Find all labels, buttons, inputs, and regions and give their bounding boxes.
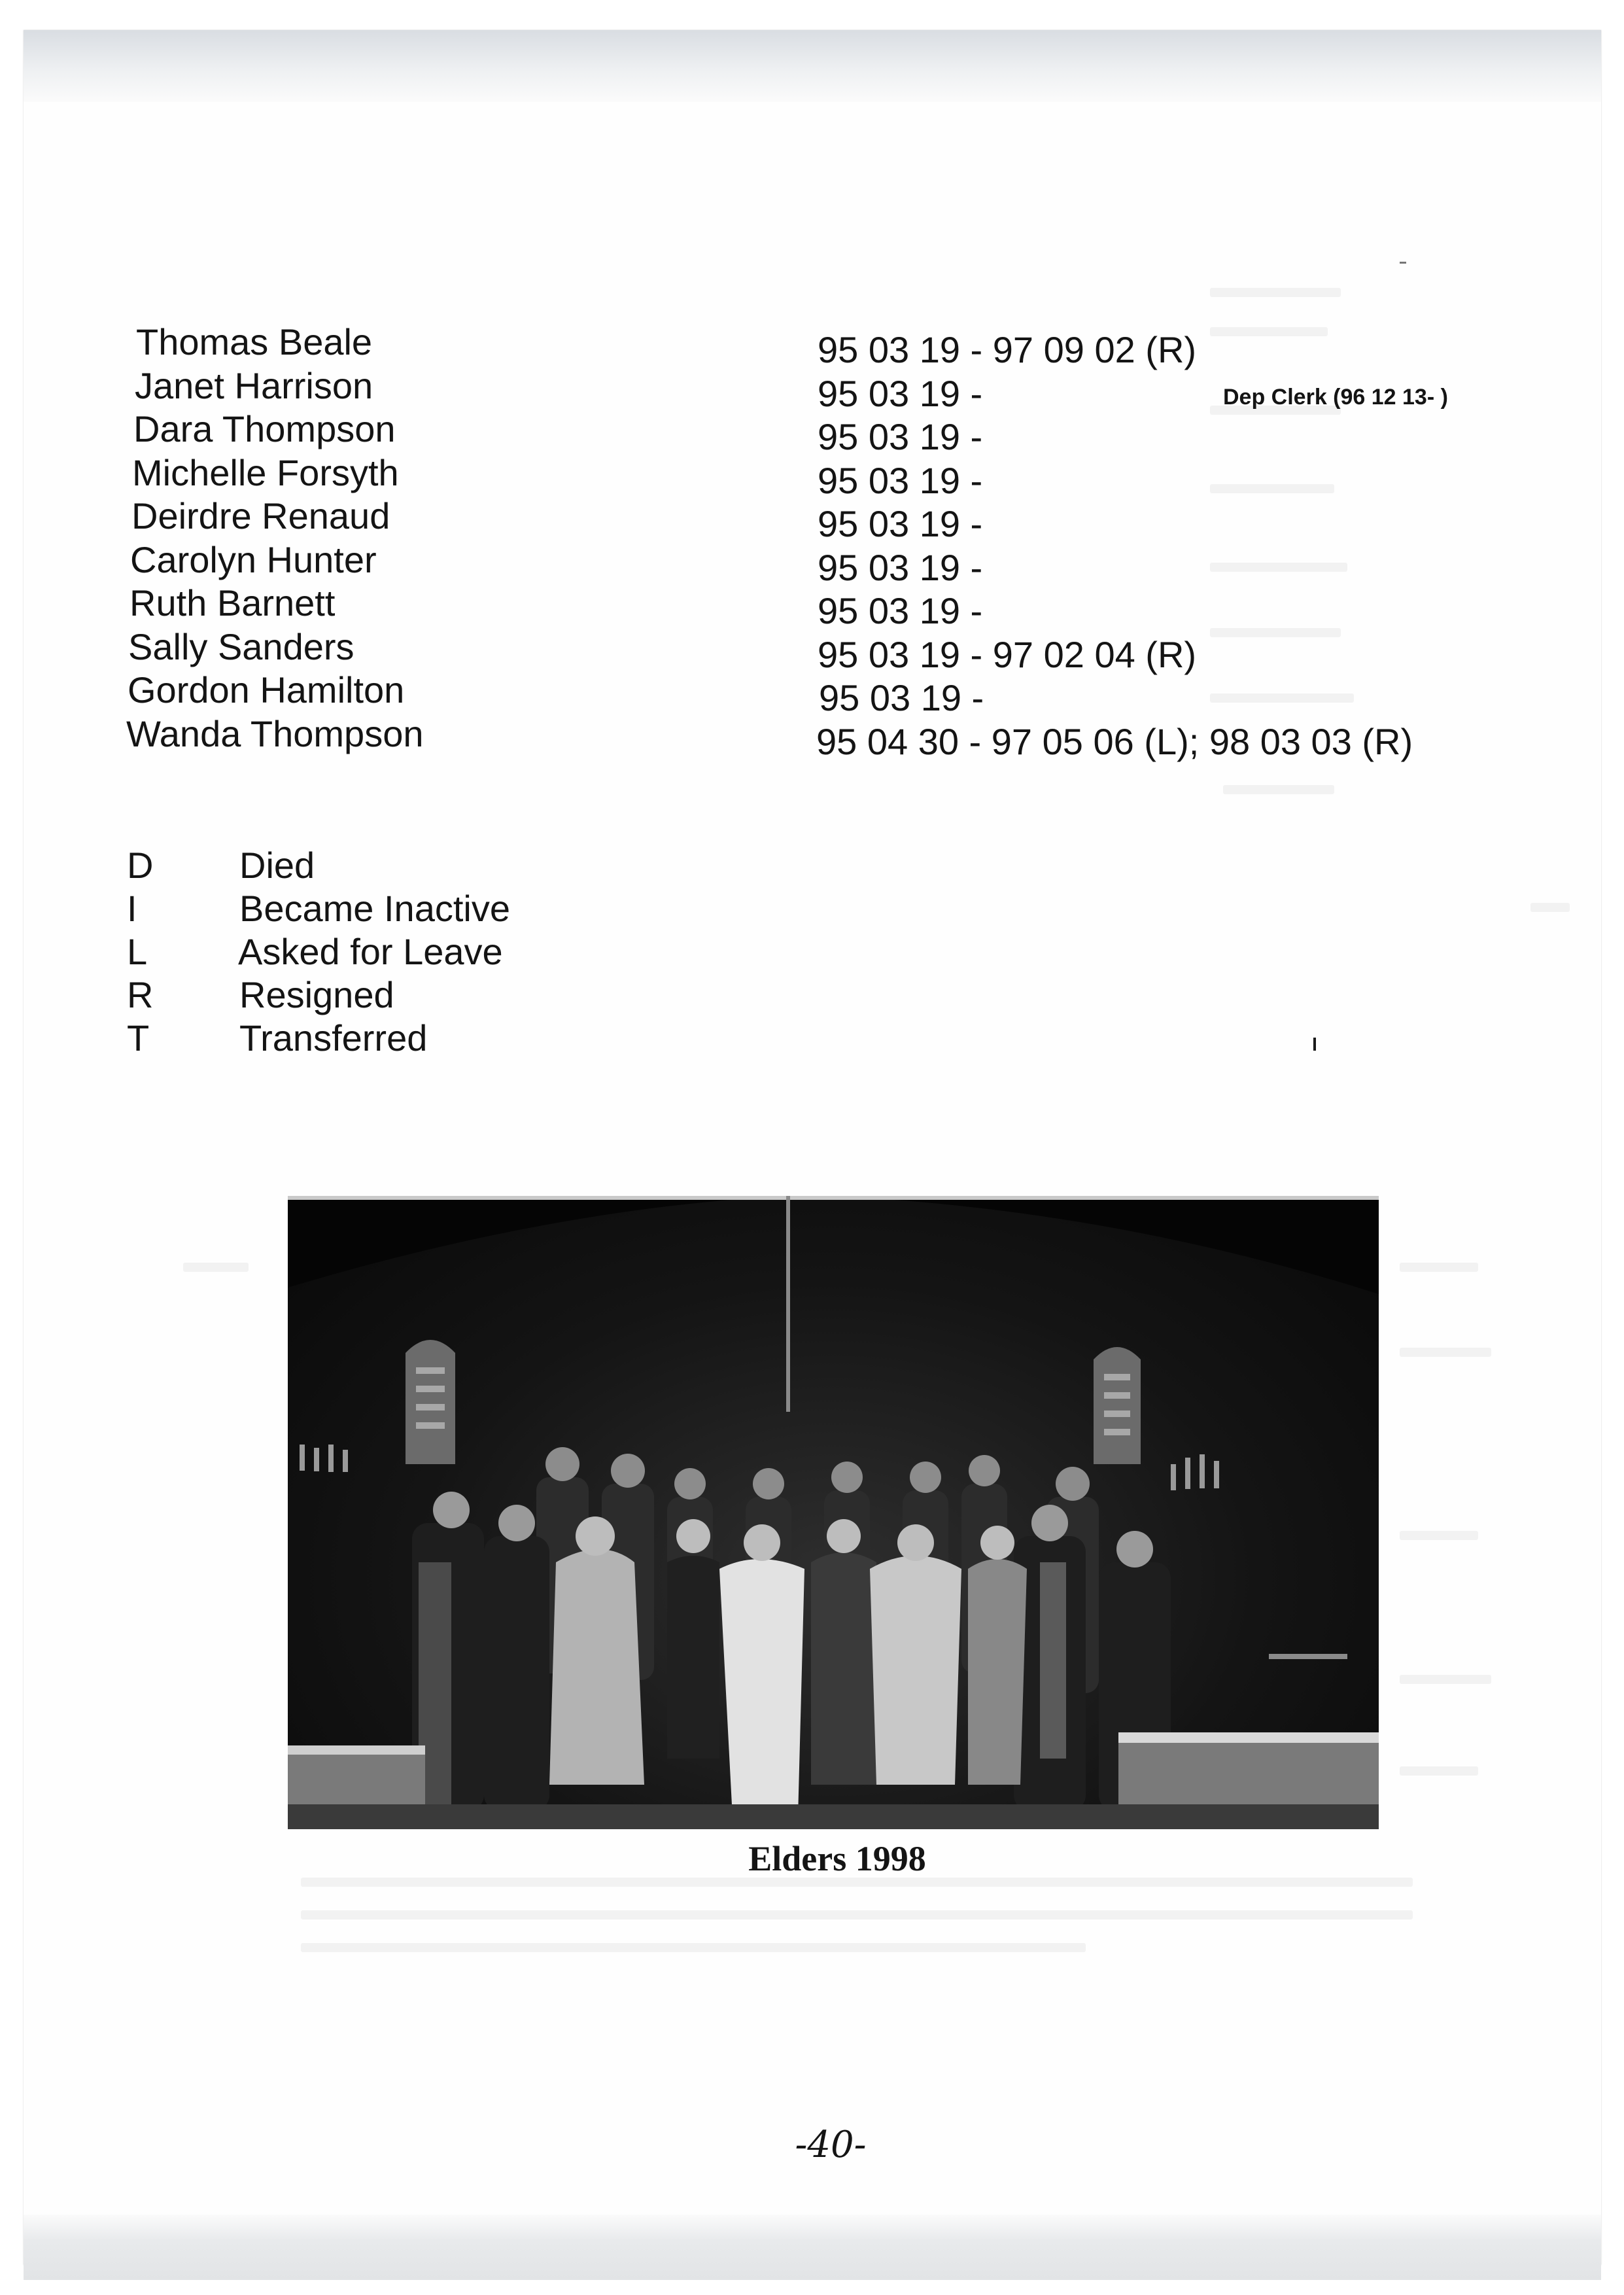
elder-dates: 95 03 19 -	[818, 416, 983, 457]
elder-name: Michelle Forsyth	[132, 451, 399, 493]
elder-name: Gordon Hamilton	[128, 669, 405, 710]
legend-meaning: Resigned	[239, 974, 394, 1015]
elder-name: Janet Harrison	[135, 364, 373, 406]
scan-speck	[1313, 1038, 1316, 1051]
legend-code: D	[127, 845, 154, 886]
legend-code: I	[127, 888, 137, 929]
elder-dates: 95 03 19 - 97 09 02 (R)	[818, 329, 1197, 370]
elder-name: Carolyn Hunter	[130, 538, 377, 580]
elder-name: Sally Sanders	[128, 625, 354, 667]
photo-caption: Elders 1998	[748, 1839, 926, 1878]
scan-bottom-edge	[24, 2215, 1601, 2280]
elder-dates: 95 03 19 -	[818, 546, 983, 588]
elder-name: Wanda Thompson	[126, 712, 424, 754]
scan-top-edge	[24, 30, 1601, 102]
page-number: -40-	[795, 2124, 867, 2166]
elder-name: Dara Thompson	[133, 408, 396, 449]
elder-name: Thomas Beale	[136, 321, 373, 362]
legend-meaning: Transferred	[239, 1017, 428, 1059]
elder-dates: 95 03 19 -	[818, 372, 983, 414]
legend-meaning: Became Inactive	[239, 888, 510, 929]
elder-dates: 95 03 19 -	[818, 503, 983, 544]
elder-dates: 95 04 30 - 97 05 06 (L); 98 03 03 (R)	[816, 720, 1413, 762]
elders-group-photo	[288, 1196, 1379, 1829]
elder-note: Dep Clerk (96 12 13- )	[1223, 384, 1448, 410]
elder-name: Deirdre Renaud	[131, 495, 390, 536]
legend-code: L	[127, 931, 148, 972]
elder-dates: 95 03 19 - 97 02 04 (R)	[818, 633, 1197, 675]
legend-code: T	[127, 1017, 150, 1059]
elder-name: Ruth Barnett	[130, 582, 336, 623]
legend-meaning: Asked for Leave	[238, 931, 503, 972]
legend-code: R	[127, 974, 154, 1015]
legend-meaning: Died	[239, 845, 315, 886]
scan-speck	[1400, 262, 1406, 264]
elder-dates: 95 03 19 -	[818, 590, 983, 631]
elder-dates: 95 03 19 -	[819, 677, 984, 718]
elder-dates: 95 03 19 -	[818, 459, 983, 501]
